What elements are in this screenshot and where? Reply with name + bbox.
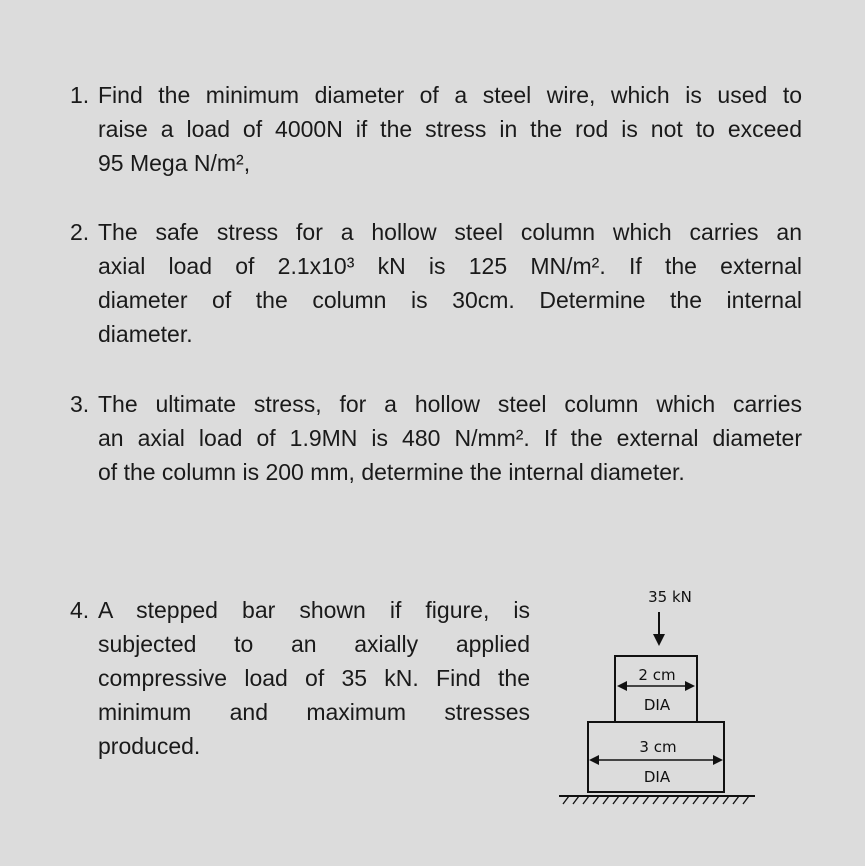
problem-number: 1. [70,82,90,108]
problem-text [98,593,530,763]
problem-number: 4. [70,597,90,623]
problem-text [98,215,802,351]
problem-3 [70,387,802,489]
problem-line: The ultimate stress, for a hollow steel column which carries [98,391,802,417]
problem-line: Find the minimum diameter of a steel wire, which is used to [98,82,802,108]
problem-line: an axial load of 1.9MN is 480 N/mm². If the external diameter [98,425,802,451]
problem-number: 3. [70,391,90,417]
problem-line: minimum and maximum stresses [98,699,530,725]
problem-line: axial load of 2.1x10³ kN is 125 MN/m². If the external [98,253,802,279]
problem-4 [70,593,530,763]
problem-line: produced. [98,733,201,759]
problem-line: 95 Mega N/m², [98,150,251,176]
problem-line: subjected to an axially applied [98,631,530,657]
problem-text [98,78,802,180]
problem-number: 2. [70,219,90,245]
lower-dia-unit: DIA [643,768,671,786]
upper-dia-value: 2 cm [638,666,676,684]
ground-support-icon [559,796,755,804]
problem-line: diameter. [98,321,193,347]
load-arrow-icon [653,612,665,646]
problem-line: The safe stress for a hollow steel column which carries an [98,219,802,245]
problem-line: diameter of the column is 30cm. Determine the internal [98,287,802,313]
stepped-bar-figure [555,578,765,818]
problem-line: compressive load of 35 kN. Find the [98,665,530,691]
upper-dia-unit: DIA [643,696,671,714]
load-label: 35 kN [648,588,692,606]
lower-dia-value: 3 cm [639,738,677,756]
lower-dimension-arrow-icon [589,755,723,765]
problem-text [98,387,802,489]
problem-2 [70,215,802,351]
problem-line: of the column is 200 mm, determine the internal diameter. [98,459,685,485]
problem-line: raise a load of 4000N if the stress in the rod is not to exceed [98,116,802,142]
problem-line: A stepped bar shown if figure, is [98,597,530,623]
problem-1 [70,78,802,180]
